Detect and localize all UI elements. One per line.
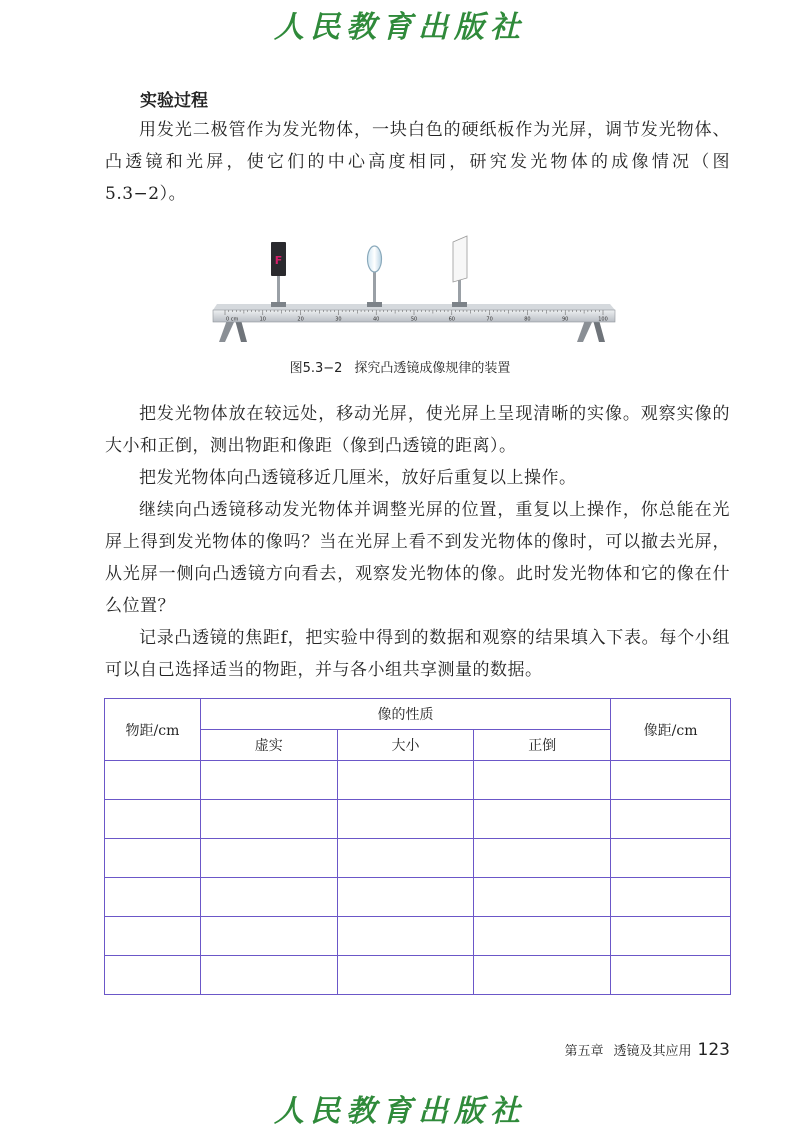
table-cell (611, 761, 731, 800)
scale-label: 30 (335, 316, 342, 323)
paragraph-intro: 用发光二极管作为发光物体，一块白色的硬纸板作为光屏，调节发光物体、凸透镜和光屏，使它们的中心高度相同，研究发光物体的成像情况（图 5.3−2）。 (105, 120, 730, 204)
table-cell (200, 917, 337, 956)
table-cell (105, 839, 201, 878)
section-title: 实验过程 (140, 91, 208, 111)
scale-label: 40 (373, 316, 380, 323)
table-row (105, 839, 731, 878)
publisher-logo-header: 人民教育出版社 (274, 10, 526, 45)
table-cell (105, 800, 201, 839)
rail-leg-right (577, 320, 593, 342)
rail-leg-right-2 (593, 320, 605, 342)
table-cell (474, 800, 611, 839)
header-size: 大小 (337, 730, 474, 761)
table-cell (337, 761, 474, 800)
chapter-title: 透镜及其应用 (613, 1044, 692, 1059)
table-cell (337, 839, 474, 878)
table-cell (200, 800, 337, 839)
scale-label: 60 (448, 316, 455, 323)
light-screen (453, 236, 467, 282)
scale-label: 20 (297, 316, 304, 323)
table-cell (611, 878, 731, 917)
table-cell (611, 956, 731, 995)
table-cell (105, 878, 201, 917)
led-f-symbol: F (274, 254, 283, 267)
header-real-virtual: 虚实 (200, 730, 337, 761)
page-footer (565, 1040, 730, 1060)
rail-leg-left (219, 320, 235, 342)
table-cell (200, 878, 337, 917)
header-image-properties: 像的性质 (200, 699, 610, 730)
table-cell (337, 956, 474, 995)
table-cell (105, 917, 201, 956)
scale-label: 50 (410, 316, 418, 323)
rail-leg-left-2 (235, 320, 247, 342)
scale-label: 100 (598, 316, 608, 323)
scale-label: 80 (524, 316, 531, 323)
optical-bench-figure (205, 232, 620, 352)
publisher-logo-footer: 人民教育出版社 (274, 1094, 526, 1129)
page-number: 123 (697, 1040, 730, 1060)
scale-label: 70 (486, 316, 493, 323)
screen-post (458, 278, 461, 306)
table-cell (200, 956, 337, 995)
paragraph-step-1: 把发光物体放在较远处，移动光屏，使光屏上呈现清晰的实像。观察实像的大小和正倒，测出物距和像距（像到凸透镜的距离）。 (105, 404, 730, 456)
table-cell (611, 917, 731, 956)
lens-base (367, 302, 382, 307)
figure-caption-text: 探究凸透镜成像规律的装置 (354, 361, 511, 376)
table-row (105, 917, 731, 956)
table-cell (105, 761, 201, 800)
results-table (104, 698, 731, 995)
table-cell (474, 956, 611, 995)
chapter-label: 第五章 (564, 1044, 604, 1059)
figure-caption (0, 357, 800, 376)
header-orientation: 正倒 (474, 730, 611, 761)
table-cell (337, 878, 474, 917)
paragraph-record: 记录凸透镜的焦距f，把实验中得到的数据和观察的结果填入下表。每个小组可以自己选择适当的物距，并与各小组共享测量的数据。 (105, 628, 730, 680)
table-cell (474, 878, 611, 917)
table-cell (474, 761, 611, 800)
convex-lens (368, 246, 382, 272)
figure-caption-number: 图5.3−2 (289, 361, 343, 376)
table-cell (200, 839, 337, 878)
table-cell (474, 917, 611, 956)
led-base (271, 302, 286, 307)
table-cell (474, 839, 611, 878)
table-cell (337, 800, 474, 839)
scale-label: 0 cm (226, 316, 239, 323)
table-row (105, 761, 731, 800)
lens-post (373, 270, 376, 306)
led-post (277, 272, 280, 306)
paragraph-step-2: 把发光物体向凸透镜移近几厘米，放好后重复以上操作。 (139, 468, 577, 488)
scale-label: 90 (562, 316, 569, 323)
table-row (105, 878, 731, 917)
table-row (105, 956, 731, 995)
table-cell (337, 917, 474, 956)
table-cell (611, 800, 731, 839)
table-cell (200, 761, 337, 800)
screen-base (452, 302, 467, 307)
table-row (105, 800, 731, 839)
header-object-distance: 物距/cm (105, 699, 201, 761)
scale-label: 10 (259, 316, 266, 323)
paragraph-step-3: 继续向凸透镜移动发光物体并调整光屏的位置，重复以上操作，你总能在光屏上得到发光物体的像吗？当在光屏上看不到发光物体的像时，可以撤去光屏，从光屏一侧向凸透镜方向看去，观察发光物体的像。此时发光物体和它的像在什么位置？ (105, 500, 730, 616)
table-cell (105, 956, 201, 995)
table-cell (611, 839, 731, 878)
header-image-distance: 像距/cm (611, 699, 731, 761)
